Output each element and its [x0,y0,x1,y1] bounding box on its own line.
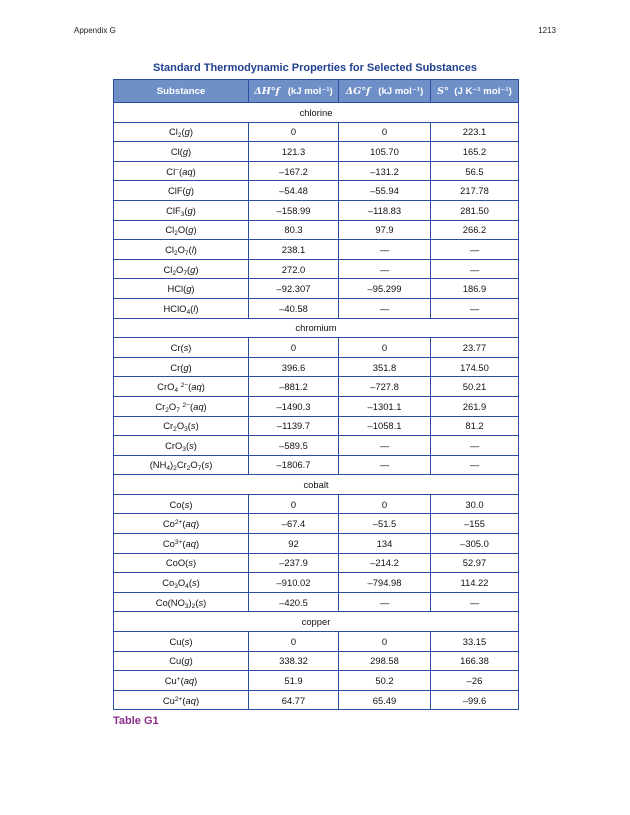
table-row [114,181,519,201]
cell-dg: 50.2 [339,671,431,691]
cell-dh: 0 [249,122,339,142]
cell-dg: 0 [339,632,431,652]
table-row [114,338,519,358]
table-row [114,357,519,377]
table-row [114,122,519,142]
cell-substance: $Cr_2O_3(s)$ [114,416,249,436]
cell-dh: –589.5 [249,436,339,456]
entropy-symbol: S° [437,85,449,97]
cell-s: 52.97 [431,553,519,573]
cell-dg: –118.83 [339,200,431,220]
cell-dh: 238.1 [249,240,339,260]
entropy-unit: (J K⁻¹ mol⁻¹) [454,85,512,97]
cell-dg: –51.5 [339,514,431,534]
enthalpy-unit: (kJ mol⁻¹) [287,85,333,97]
cell-substance: Cu+(aq) [114,671,249,691]
cell-dh: 0 [249,494,339,514]
cell-substance: Co(s) [114,494,249,514]
cell-dh: –1490.3 [249,396,339,416]
table-row [114,592,519,612]
cell-dh: –237.9 [249,553,339,573]
table-row [114,690,519,710]
cell-substance: Cr(s) [114,338,249,358]
header-entropy [431,80,519,103]
cell-s: 81.2 [431,416,519,436]
section-row [114,103,519,123]
section-label: chlorine [114,103,519,123]
cell-s: 56.5 [431,161,519,181]
cell-s: 33.15 [431,632,519,652]
header-gibbs [339,80,431,103]
enthalpy-symbol: ΔH°f [254,85,280,97]
cell-dh: 0 [249,632,339,652]
cell-dg: 105.70 [339,142,431,162]
cell-dg: –727.8 [339,377,431,397]
cell-s: –305.0 [431,534,519,554]
table-caption: Table G1 [113,715,159,727]
cell-substance: $(NH_4)_2Cr_2O_7(s)$ [114,455,249,475]
cell-dg: — [339,259,431,279]
cell-dg: 351.8 [339,357,431,377]
cell-s: — [431,240,519,260]
cell-s: 217.78 [431,181,519,201]
cell-dg: –95.299 [339,279,431,299]
cell-substance: $Co(NO_3)_2(s)$ [114,592,249,612]
cell-dh: –92.307 [249,279,339,299]
cell-dh: 0 [249,338,339,358]
cell-dh: –420.5 [249,592,339,612]
cell-s: — [431,455,519,475]
cell-dh: –67.4 [249,514,339,534]
cell-dg: –55.94 [339,181,431,201]
cell-dh: –910.02 [249,573,339,593]
cell-dh: 64.77 [249,690,339,710]
section-label: copper [114,612,519,632]
gibbs-unit: (kJ mol⁻¹) [378,85,424,97]
table-row [114,240,519,260]
cell-s: –155 [431,514,519,534]
cell-substance: $Co_3O_4(s)$ [114,573,249,593]
cell-substance: $Cu^{2+}(aq)$ [114,690,249,710]
cell-dg: — [339,455,431,475]
cell-substance: HCl(g) [114,279,249,299]
cell-s: –26 [431,671,519,691]
cell-s: 223.1 [431,122,519,142]
table-row [114,632,519,652]
cell-substance: CrO$_4$ $^{2-}$(aq) [114,377,249,397]
section-row [114,475,519,495]
cell-dg: –214.2 [339,553,431,573]
cell-dh: –167.2 [249,161,339,181]
cell-substance: Cr(g) [114,357,249,377]
table-row [114,534,519,554]
table-row [114,573,519,593]
cell-dg: 134 [339,534,431,554]
cell-dg: –1301.1 [339,396,431,416]
cell-s: — [431,259,519,279]
cell-substance: $Cl_2O(g)$ [114,220,249,240]
page-number: 1213 [538,26,556,35]
cell-s: 166.38 [431,651,519,671]
table-row [114,416,519,436]
cell-substance: ClF(g) [114,181,249,201]
cell-s: 281.50 [431,200,519,220]
header-enthalpy [249,80,339,103]
cell-substance: Cu(g) [114,651,249,671]
cell-substance: $Co^{3+}(aq)$ [114,534,249,554]
table-title: Standard Thermodynamic Properties for Selected Substances [153,62,477,74]
cell-substance: Cl−(aq) [114,161,249,181]
table-header-row [114,80,519,103]
cell-dh: –54.48 [249,181,339,201]
thermo-table [113,79,519,710]
cell-dg: –794.98 [339,573,431,593]
table-row [114,377,519,397]
cell-dh: 51.9 [249,671,339,691]
table-row [114,455,519,475]
table-row [114,298,519,318]
cell-dh: 80.3 [249,220,339,240]
cell-dh: –881.2 [249,377,339,397]
cell-dg: –131.2 [339,161,431,181]
table-row [114,514,519,534]
table-row [114,671,519,691]
cell-substance: Cu(s) [114,632,249,652]
cell-substance: $Cl_2(g)$ [114,122,249,142]
cell-dh: 272.0 [249,259,339,279]
cell-s: 174.50 [431,357,519,377]
section-label: cobalt [114,475,519,495]
cell-s: 50.21 [431,377,519,397]
cell-substance: $Co^{2+}(aq)$ [114,514,249,534]
cell-dh: 338.32 [249,651,339,671]
cell-substance: Cl(g) [114,142,249,162]
cell-dh: –158.99 [249,200,339,220]
table-row [114,651,519,671]
cell-dh: –40.58 [249,298,339,318]
cell-dg: — [339,298,431,318]
cell-dg: — [339,240,431,260]
cell-dh: 92 [249,534,339,554]
cell-dg: 0 [339,494,431,514]
cell-dg: — [339,592,431,612]
cell-dg: 298.58 [339,651,431,671]
table-body [114,103,519,710]
cell-s: 186.9 [431,279,519,299]
cell-substance: HClO$_4$(l) [114,298,249,318]
cell-s: — [431,436,519,456]
cell-s: 30.0 [431,494,519,514]
table-row [114,161,519,181]
section-label: chromium [114,318,519,338]
cell-substance: ClF$_3$(g) [114,200,249,220]
cell-substance: CrO$_3$(s) [114,436,249,456]
table-row [114,436,519,456]
table-row [114,279,519,299]
cell-substance: CoO(s) [114,553,249,573]
running-header-left: Appendix G [74,26,116,35]
cell-dh: 121.3 [249,142,339,162]
cell-s: 165.2 [431,142,519,162]
cell-dg: 0 [339,338,431,358]
table-row [114,142,519,162]
table-row [114,494,519,514]
table-row [114,553,519,573]
cell-s: — [431,592,519,612]
cell-s: — [431,298,519,318]
cell-s: 266.2 [431,220,519,240]
cell-substance: $Cr_2O_7$ $^{2-}$(aq) [114,396,249,416]
cell-s: –99.6 [431,690,519,710]
cell-s: 261.9 [431,396,519,416]
table-row [114,396,519,416]
cell-dg: –1058.1 [339,416,431,436]
header-substance: Substance [114,80,249,103]
section-row [114,318,519,338]
cell-dg: 0 [339,122,431,142]
cell-dg: 97.9 [339,220,431,240]
cell-dh: –1139.7 [249,416,339,436]
cell-dh: –1806.7 [249,455,339,475]
cell-dg: 65.49 [339,690,431,710]
table-row [114,200,519,220]
section-row [114,612,519,632]
gibbs-symbol: ΔG°f [345,85,371,97]
cell-s: 23.77 [431,338,519,358]
cell-s: 114.22 [431,573,519,593]
cell-dg: — [339,436,431,456]
table-row [114,220,519,240]
cell-substance: $Cl_2O_7(g)$ [114,259,249,279]
cell-dh: 396.6 [249,357,339,377]
table-row [114,259,519,279]
cell-substance: $Cl_2O_7(l)$ [114,240,249,260]
